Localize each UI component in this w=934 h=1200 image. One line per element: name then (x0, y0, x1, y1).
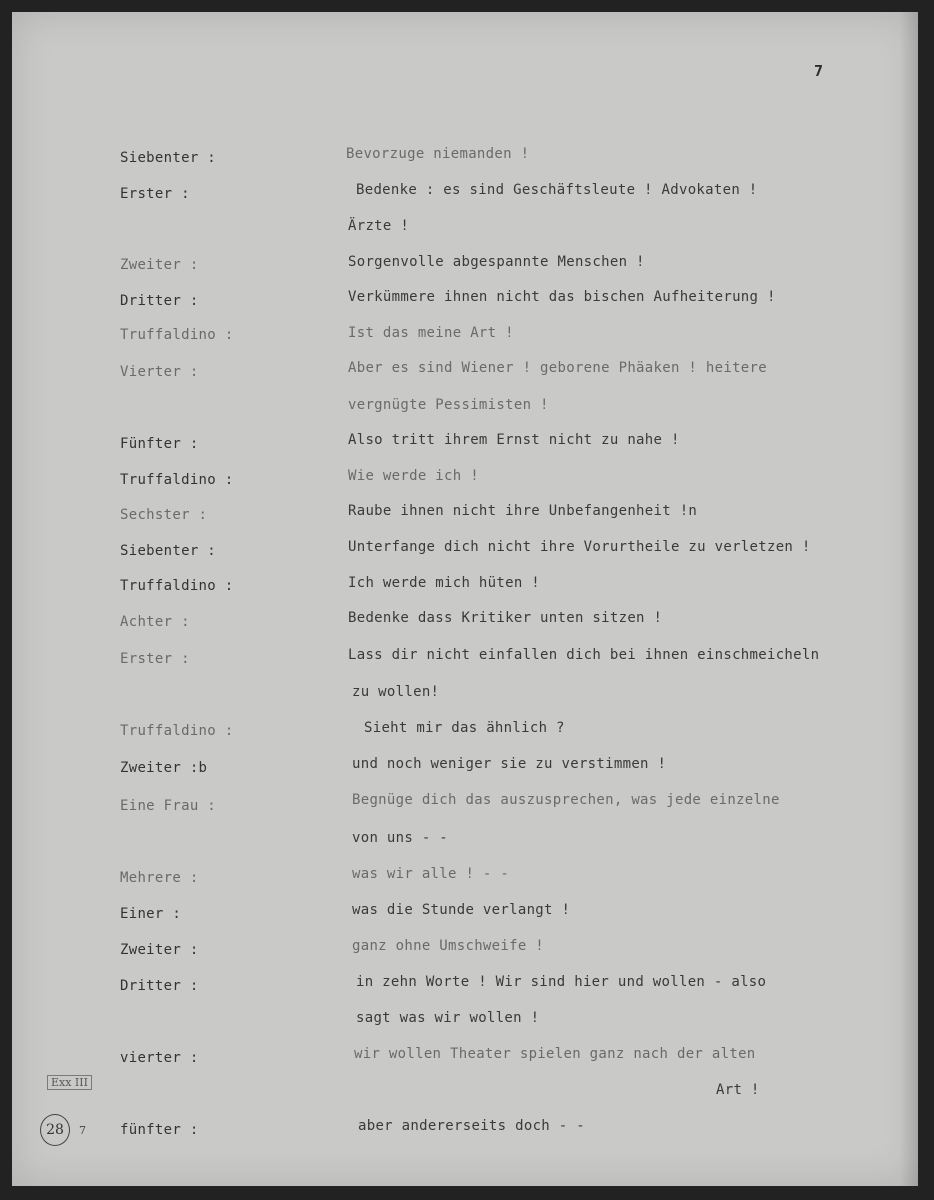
archive-signature: Exx III (47, 1075, 92, 1090)
typewritten-page (12, 12, 918, 1186)
dialogue-line: sagt was wir wollen ! (356, 1010, 540, 1026)
dialogue-line: Lass dir nicht einfallen dich bei ihnen einschmeicheln (348, 647, 820, 663)
dialogue-line: Bevorzuge niemanden ! (346, 146, 530, 162)
dialogue-line: Begnüge dich das auszusprechen, was jede einzelne (352, 792, 780, 808)
dialogue-line: was wir alle ! - - (352, 866, 510, 882)
speaker-label: Fünfter : (120, 436, 199, 452)
dialogue-line: Ich werde mich hüten ! (348, 575, 541, 591)
speaker-label: Achter : (120, 614, 190, 630)
speaker-label: Einer : (120, 906, 182, 922)
speaker-label: Sechster : (120, 507, 208, 523)
dialogue-line: Art ! (716, 1082, 760, 1098)
dialogue-line: in zehn Worte ! Wir sind hier und wollen - also (356, 974, 767, 990)
speaker-label: Vierter : (120, 364, 199, 380)
dialogue-line: Raube ihnen nicht ihre Unbefangenheit !n (348, 503, 698, 519)
dialogue-line: Verkümmere ihnen nicht das bischen Aufheiterung ! (348, 289, 776, 305)
dialogue-line: Sorgenvolle abgespannte Menschen ! (348, 254, 645, 270)
dialogue-line: Ist das meine Art ! (348, 325, 514, 341)
speaker-label: Truffaldino : (120, 327, 234, 343)
speaker-label: Erster : (120, 186, 190, 202)
speaker-label: vierter : (120, 1050, 199, 1066)
speaker-label: Erster : (120, 651, 190, 667)
speaker-label: Zweiter :b (120, 760, 208, 776)
dialogue-line: Sieht mir das ähnlich ? (364, 720, 565, 736)
archive-circled-number: 28 (40, 1114, 70, 1146)
dialogue-line: Aber es sind Wiener ! geborene Phäaken ! heitere (348, 360, 767, 376)
speaker-label: Eine Frau : (120, 798, 217, 814)
dialogue-line: Bedenke dass Kritiker unten sitzen ! (348, 610, 663, 626)
dialogue-line: wir wollen Theater spielen ganz nach der alten (354, 1046, 756, 1062)
dialogue-line: Bedenke : es sind Geschäftsleute ! Advokaten ! (356, 182, 758, 198)
archive-suffix: 7 (79, 1124, 86, 1137)
dialogue-line: ganz ohne Umschweife ! (352, 938, 545, 954)
page-number: 7 (814, 62, 824, 80)
speaker-label: Siebenter : (120, 543, 217, 559)
dialogue-line: Ärzte ! (348, 218, 410, 234)
speaker-label: Dritter : (120, 293, 199, 309)
speaker-label: Zweiter : (120, 257, 199, 273)
dialogue-line: vergnügte Pessimisten ! (348, 397, 549, 413)
speaker-label: Zweiter : (120, 942, 199, 958)
speaker-label: Siebenter : (120, 150, 217, 166)
dialogue-line: Unterfange dich nicht ihre Vorurtheile zu verletzen ! (348, 539, 811, 555)
speaker-label: Truffaldino : (120, 578, 234, 594)
dialogue-line: Wie werde ich ! (348, 468, 479, 484)
dialogue-line: zu wollen! (352, 684, 440, 700)
dialogue-line: aber andererseits doch - - (358, 1118, 585, 1134)
speaker-label: Truffaldino : (120, 723, 234, 739)
dialogue-line: was die Stunde verlangt ! (352, 902, 571, 918)
dialogue-line: und noch weniger sie zu verstimmen ! (352, 756, 667, 772)
speaker-label: fünfter : (120, 1122, 199, 1138)
dialogue-line: Also tritt ihrem Ernst nicht zu nahe ! (348, 432, 680, 448)
speaker-label: Mehrere : (120, 870, 199, 886)
speaker-label: Truffaldino : (120, 472, 234, 488)
speaker-label: Dritter : (120, 978, 199, 994)
dialogue-line: von uns - - (352, 830, 449, 846)
